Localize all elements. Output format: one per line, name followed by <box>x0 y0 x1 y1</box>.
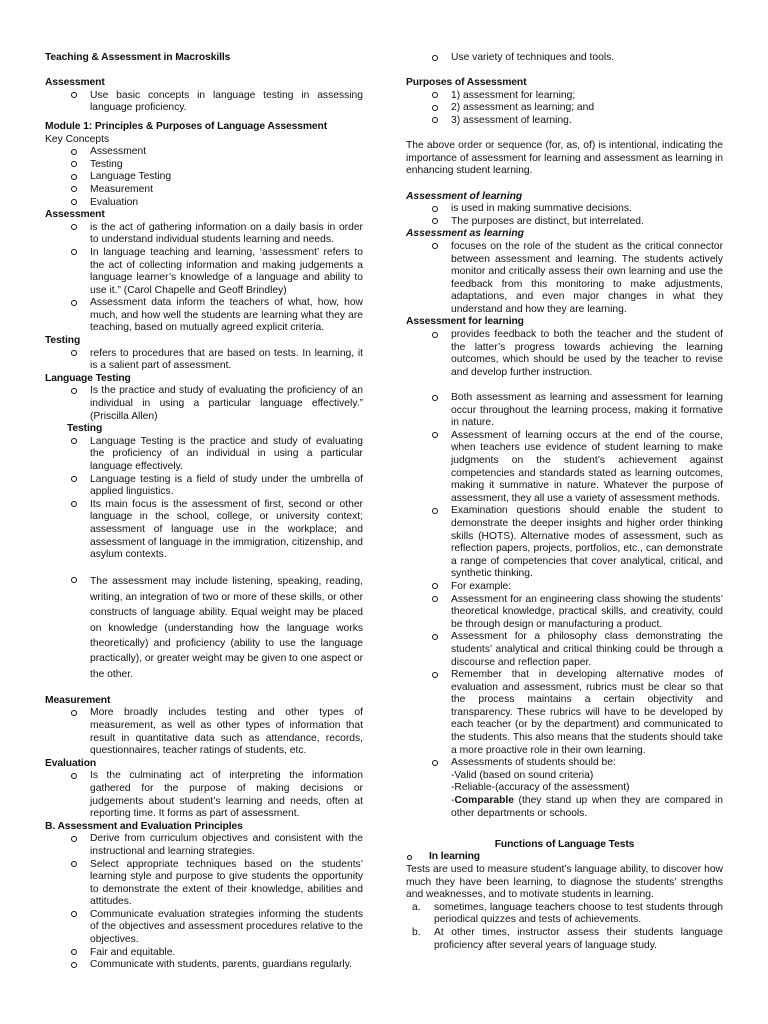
assessment-for-learning-heading: Assessment for learning <box>406 316 524 328</box>
list-item: Evaluation <box>45 197 363 210</box>
list-item: Language Testing <box>45 171 363 184</box>
functions-heading: Functions of Language Tests <box>494 838 635 850</box>
assessment-of-learning-heading: Assessment of learning <box>406 190 523 202</box>
list-item: Use basic concepts in language testing in assessing language proficiency. <box>45 90 363 115</box>
right-column <box>406 52 723 952</box>
key-concepts-label: Key Concepts <box>45 133 110 145</box>
list-item: Fair and equitable. <box>45 947 363 960</box>
list-item: Is the practice and study of evaluating the proficiency of an individual in using a particular language effectively.” (Priscilla Allen) <box>45 385 363 423</box>
list-item: 1) assessment for learning; <box>406 90 723 103</box>
list-item: 2) assessment as learning; and <box>406 102 723 115</box>
evaluation-heading: Evaluation <box>45 757 97 769</box>
list-item: Select appropriate techniques based on the students’ learning style and purpose to give students the opportunity to demonstrate the extent of their knowledge, abilities and attitudes. <box>45 859 363 909</box>
module-heading: Module 1: Principles & Purposes of Language Assessment <box>45 120 328 132</box>
list-item: Language testing is a field of study under the umbrella of applied linguistics. <box>45 474 363 499</box>
list-item: In language teaching and learning, ‘assessment’ refers to the act of collecting information and making judgements a language learner’s knowledge of a language and ability to use it.” (Carol Chapelle and Geoff Brindley) <box>45 247 363 297</box>
in-learning-heading: In learning <box>406 851 723 864</box>
list-item: Communicate with students, parents, guardians regularly. <box>45 959 363 972</box>
list-item: Communicate evaluation strategies informing the students of the objectives and assessment procedures relative to the objectives. <box>45 909 363 947</box>
list-item: Its main focus is the assessment of first, second or other language in the school, college, or university context; assessment of language use in the workplace; and assessment of language in the immigration, citizenship, and asylum contexts. <box>45 499 363 562</box>
list-item <box>406 757 723 820</box>
list-item: is used in making summative decisions. <box>406 203 723 216</box>
purposes-heading: Purposes of Assessment <box>406 77 527 89</box>
list-item: Assessment data inform the teachers of what, how, how much, and how well the students are learning what they are teaching, based on mutually agreed explicit criteria. <box>45 297 363 335</box>
measurement-heading: Measurement <box>45 694 111 706</box>
list-item: The assessment may include listening, speaking, reading, writing, an integration of two or more of these skills, or other constructs of language ability. Equal weight may be placed on knowledge (understanding how the language works theoretically) and proficiency (ability to use the language practically), or greater weight may be given to one aspect or the other. <box>45 574 363 682</box>
comparable-line: -Comparable (they stand up when they are compared in other departments or schools. <box>451 795 723 819</box>
list-item: Assessment for an engineering class showing the students’ theoretical knowledge, practical skills, and creativity, could be through design or manufacturing a product. <box>406 594 723 632</box>
list-item: Remember that in developing alternative modes of evaluation and assessment, rubrics must be clear so that the process maintains a certain objectivity and transparency. These rubrics will have to be developed by each teacher (or by the department) and communicated to the students. This also means that the students should take a more proactive role in their own learning. <box>406 669 723 757</box>
list-item: Assessment of learning occurs at the end of the course, when teachers use evidence of student learning to make judgments on the student’s achievement against competencies and standards stated as learning outcomes, making it summative in nature. Whatever the purpose of assessment, they all use a variety of assessment methods. <box>406 430 723 506</box>
reliable-line: -Reliable-(accuracy of the assessment) <box>451 782 630 794</box>
list-item: The purposes are distinct, but interrelated. <box>406 216 723 229</box>
assessment-definition-heading: Assessment <box>45 209 105 221</box>
list-item: Both assessment as learning and assessment for learning occur throughout the learning process, making it formative in nature. <box>406 392 723 430</box>
testing-heading: Testing <box>45 335 81 347</box>
list-item: Assessment <box>45 146 363 159</box>
list-item: Derive from curriculum objectives and consistent with the instructional and learning strategies. <box>45 833 363 858</box>
list-item: Is the culminating act of interpreting the information gathered for the purpose of making decisions or judgements about student’s learning and needs, often at reporting time. It forms as part of assessment. <box>45 770 363 820</box>
doc-title: Teaching & Assessment in Macroskills <box>45 52 231 63</box>
list-item: For example: <box>406 581 723 594</box>
list-item: focuses on the role of the student as the critical connector between assessment and learning. The students actively monitor and critically assess their own learning and use the feedback from this monitoring to make adjustments, adaptations, and even major changes in what they understand and how they are learning. <box>406 241 723 317</box>
principles-heading: B. Assessment and Evaluation Principles <box>45 820 243 832</box>
assessment-heading: Assessment <box>45 77 105 89</box>
list-item: Examination questions should enable the student to demonstrate the deeper insights and higher order thinking skills (HOTS). Alternative modes of assessment, such as reflection papers, projects, portfolios, etc., can demonstrate a range of competencies that cover analytical, critical, and synthetic thinking. <box>406 505 723 581</box>
list-item: is the act of gathering information on a daily basis in order to understand individual students learning and needs. <box>45 222 363 247</box>
ordered-marker: a. <box>412 901 421 913</box>
list-item: Testing <box>45 159 363 172</box>
list-item: Measurement <box>45 184 363 197</box>
list-item: Assessment for a philosophy class demonstrating the students’ analytical and critical thinking could be through a discourse and reflection paper. <box>406 631 723 669</box>
list-item: Language Testing is the practice and study of evaluating the proficiency of an individual in using a particular language effectively. <box>45 436 363 474</box>
list-item: More broadly includes testing and other types of measurement, as well as other types of information that result in quantitative data such as attendance, records, questionnaires, teacher ratings of students, etc. <box>45 707 363 757</box>
list-item: provides feedback to both the teacher and the student of the latter’s progress towards achieving the learning outcomes, which should be used by the teacher to revise and develop further instruction. <box>406 329 723 379</box>
list-item: refers to procedures that are based on tests. In learning, it is a salient part of assessment. <box>45 348 363 373</box>
ordered-item-a: a. sometimes, language teachers choose to test students through periodical quizzes and tests of achievements. <box>412 901 723 926</box>
ordered-item-b: b. At other times, instructor assess their students language proficiency after several years of language study. <box>412 926 723 951</box>
testing-subheading: Testing <box>67 423 103 435</box>
valid-line: -Valid (based on sound criteria) <box>451 769 594 781</box>
tests-paragraph: Tests are used to measure student’s language ability, to discover how much they have been learning, to diagnose the students’ strengths and weaknesses, and to motivate students in learning. <box>406 864 723 901</box>
left-column <box>45 52 363 972</box>
ordered-marker: b. <box>412 926 421 938</box>
list-item: 3) assessment of learning. <box>406 115 723 128</box>
assessment-as-learning-heading: Assessment as learning <box>406 228 524 240</box>
students-criteria-line: Assessments of students should be: <box>451 757 616 769</box>
list-item: Use variety of techniques and tools. <box>406 52 723 65</box>
order-paragraph: The above order or sequence (for, as, of) is intentional, indicating the importance of assessment for learning and assessment as learning in enhancing student learning. <box>406 140 723 177</box>
language-testing-heading: Language Testing <box>45 372 131 384</box>
comparable-term: Comparable <box>454 795 514 807</box>
